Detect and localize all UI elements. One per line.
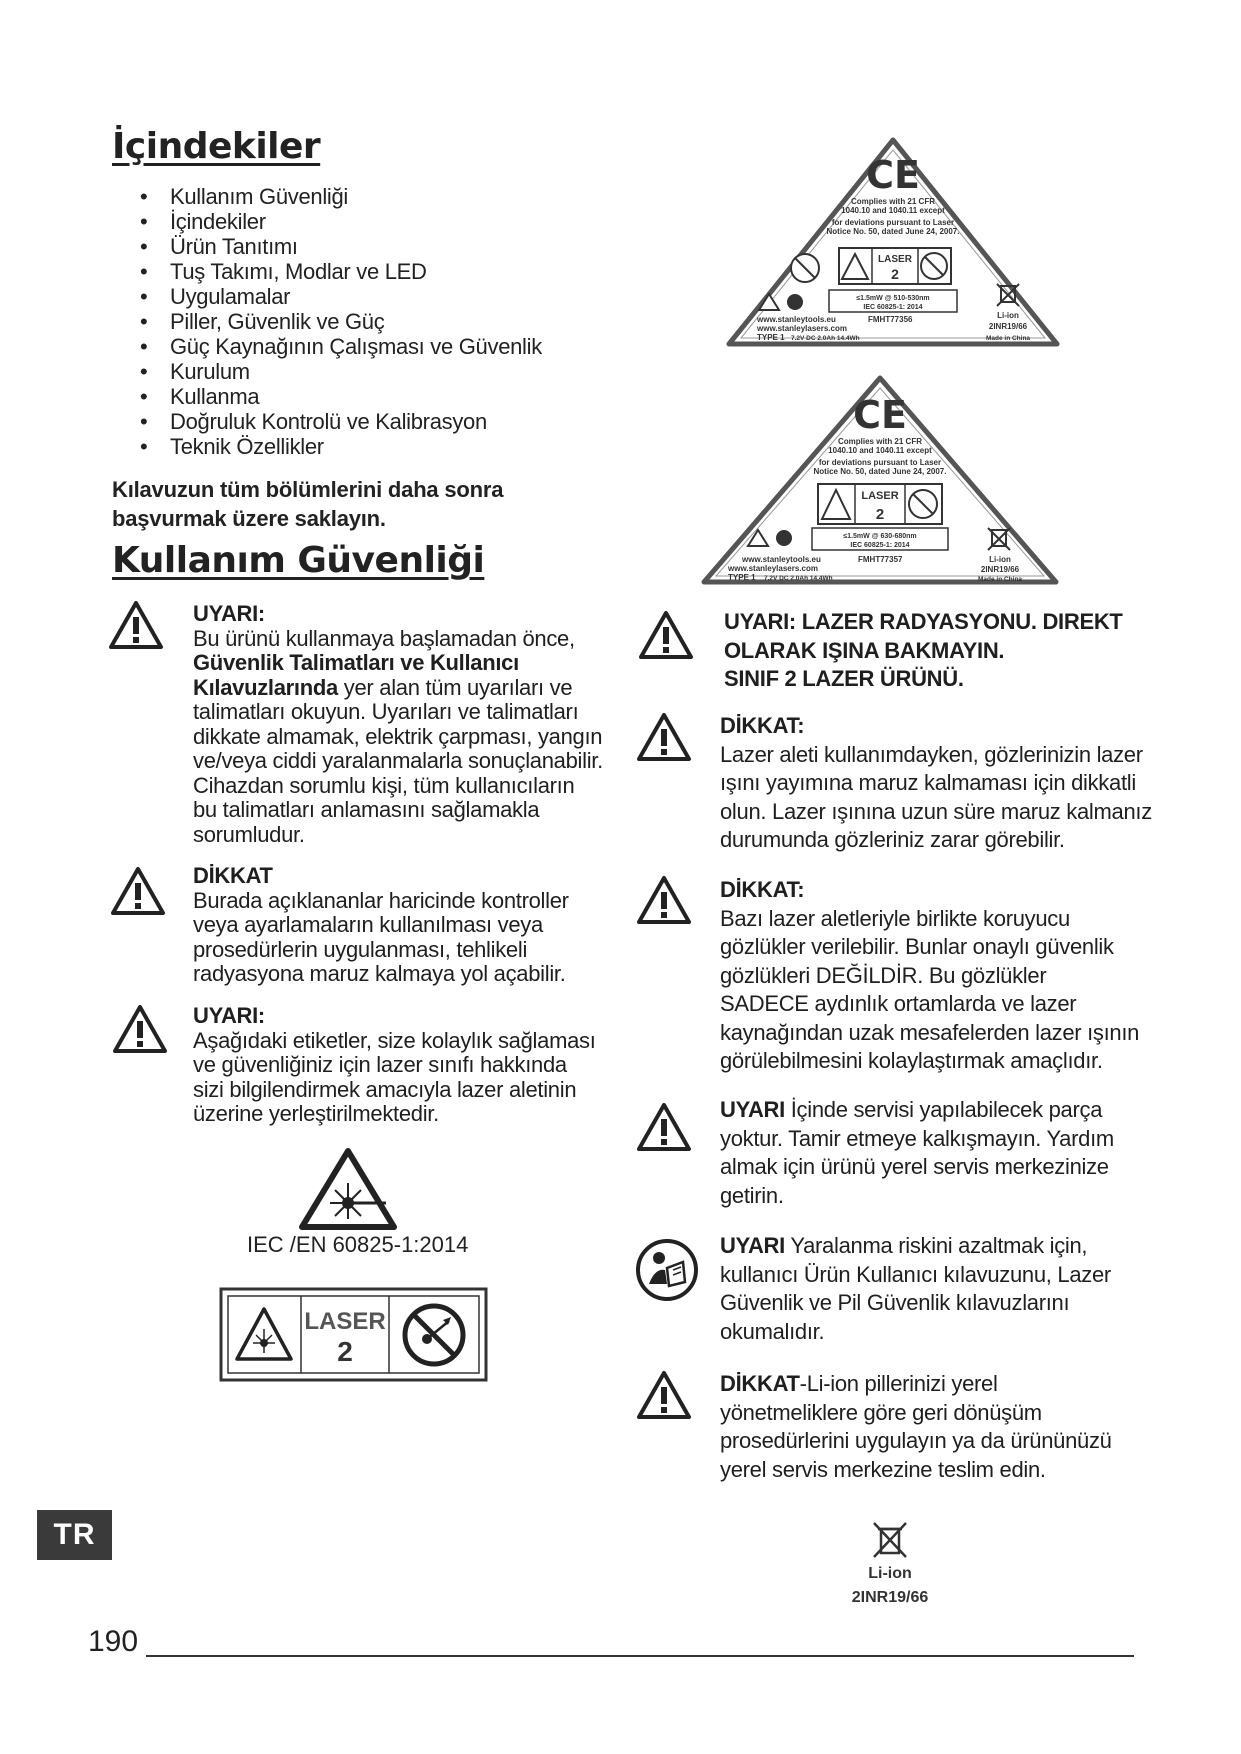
caution-block-2 (720, 712, 1152, 855)
label-line: 1040.10 and 1040.11 except (841, 206, 945, 215)
warning-line: almak için ürünü yerel servis merkezinize (720, 1154, 1109, 1179)
label-type: TYPE 1 (757, 333, 785, 342)
toc-item[interactable]: • Teknik Özellikler (112, 434, 542, 459)
label-line: for deviations pursuant to Laser (831, 218, 955, 227)
caution-line: görülebilmesini kolaylaştırmak amaçlıdır. (720, 1048, 1103, 1073)
warning-line: yoktur. Tamir etmeye kalkışmayın. Yardım (720, 1125, 1114, 1151)
warning-line: Cihazdan sorumlu kişi, tüm kullanıcıların (193, 772, 575, 798)
label-power: 7.2V DC 2.0Ah 14.4Wh (764, 575, 833, 582)
label-origin: Made in China (985, 335, 1031, 342)
warning-triangle-icon (636, 1102, 692, 1152)
warning-block-1 (193, 602, 603, 847)
language-tab: TR (37, 1510, 112, 1560)
laser-spec: IEC 60825-1: 2014 (850, 542, 910, 549)
safety-title: Kullanım Güvenliği (112, 540, 485, 581)
warning-line: talimatları okuyun. Uyarıları ve talimatları (193, 699, 579, 724)
warning-line: Güvenlik ve Pil Güvenlik kılavuzlarını (720, 1290, 1070, 1315)
keep-manual-note (112, 475, 503, 533)
label-origin: Made in China (977, 576, 1023, 583)
label-line: Notice No. 50, dated June 24, 2007. (826, 227, 960, 236)
label-website: www.stanleylasers.com (728, 564, 818, 573)
label-website: www.stanleylasers.com (757, 324, 847, 333)
do-not-stare-icon (921, 253, 947, 279)
laser-class-number: 2 (337, 1336, 353, 1367)
laser-spec: IEC 60825-1: 2014 (863, 304, 923, 311)
battery-type: Li-ion (868, 1565, 912, 1582)
laser-class-number: 2 (891, 266, 899, 282)
caution-line: yönetmeliklere göre geri dönüşüm (720, 1399, 1042, 1425)
read-manual-icon (787, 294, 803, 310)
read-manual-icon (776, 530, 792, 546)
warning-block-2 (193, 1004, 596, 1127)
warning-line-bold: SINIF 2 LAZER ÜRÜNÜ. (724, 666, 964, 691)
warning-line-bold: OLARAK IŞINA BAKMAYIN. (724, 637, 1005, 663)
caution-title: DİKKAT (720, 1371, 800, 1396)
warning-triangle-icon (636, 712, 692, 762)
toc-list (112, 184, 542, 459)
warning-line: Aşağıdaki etiketler, size kolaylık sağlaması (193, 1027, 596, 1053)
caution-title: DİKKAT: (720, 877, 805, 902)
label-battery-code: 2INR19/66 (980, 565, 1020, 574)
warning-line: ve güvenliğiniz için lazer sınıfı hakkında (193, 1052, 567, 1077)
warning-line-bold: Güvenlik Talimatları ve Kullanıcı (193, 650, 519, 675)
product-label-fmht77356 (725, 136, 1061, 356)
warning-line: getirin. (720, 1182, 784, 1208)
label-line: Complies with 21 CFR (837, 437, 923, 446)
toc-item[interactable]: • Tuş Takımı, Modlar ve LED (112, 259, 542, 284)
warning-line: bu talimatları anlamasını sağlamakla (193, 797, 540, 822)
laser-spec: ≤1.5mW @ 630-680nm (843, 533, 917, 540)
toc-item[interactable]: • Kurulum (112, 359, 542, 384)
do-not-stare-icon (405, 1306, 463, 1364)
label-website: www.stanleytools.eu (757, 315, 836, 324)
toc-item[interactable]: • İçindekiler (112, 209, 542, 234)
caution-block-3 (720, 876, 1139, 1076)
toc-item[interactable]: • Kullanma (112, 384, 542, 409)
caution-title: DİKKAT: (720, 713, 805, 738)
warning-triangle-icon (638, 610, 694, 660)
warning-triangle-icon (110, 866, 166, 916)
label-line: Complies with 21 CFR (850, 197, 936, 206)
warning-line: sizi bilgilendirmek amacıyla lazer aletinin (193, 1076, 577, 1102)
caution-line: SADECE aydınlık ortamlarda ve lazer (720, 991, 1077, 1016)
label-website: www.stanleytools.eu (742, 555, 821, 564)
product-label-fmht77357 (700, 374, 1060, 594)
toc-title: İçindekiler (112, 126, 321, 167)
no-service-warning (720, 1096, 1114, 1210)
battery-disposal-mark (820, 1520, 960, 1607)
label-model: FMHT77356 (868, 315, 913, 324)
warning-triangle-icon (112, 1004, 168, 1054)
laser-word: LASER (304, 1308, 386, 1335)
laser-class-panel (219, 1287, 488, 1382)
laser-class-number: 2 (875, 506, 885, 523)
laser-radiation-warning (724, 608, 1123, 694)
caution-line: prosedürlerin uygulanması, tehlikeli (193, 936, 528, 962)
do-not-stare-icon (909, 490, 937, 518)
caution-line: durumunda gözleriniz zarar görebilir. (720, 827, 1065, 852)
ce-mark: CE (866, 153, 920, 197)
footer-rule (146, 1655, 1134, 1657)
laser-word: LASER (861, 490, 899, 502)
warning-line: İçinde servisi yapılabilecek parça (784, 1097, 1103, 1122)
warning-line: dikkate almamak, elektrik çarpması, yangın (193, 723, 603, 749)
label-power: 7.2V DC 2.0Ah 14.4Wh (791, 335, 860, 342)
warning-line: üzerine yerleştirilmektedir. (193, 1101, 439, 1126)
caution-line: Bazı lazer aletleriyle birlikte koruyucu (720, 905, 1070, 931)
caution-line: gözlükler verilebilir. Bunlar onaylı güvenlik (720, 934, 1114, 959)
ce-mark: CE (853, 393, 907, 437)
warning-title: UYARI (720, 1097, 785, 1122)
warning-title: UYARI: (193, 1003, 265, 1028)
label-battery-type: Li-ion (989, 555, 1011, 564)
warning-title: UYARI: (193, 601, 265, 626)
warning-title: UYARI (720, 1233, 785, 1258)
toc-item[interactable]: • Uygulamalar (112, 284, 542, 309)
label-type: TYPE 1 (728, 573, 756, 582)
battery-recycling-caution (720, 1370, 1112, 1484)
caution-line: Burada açıklananlar haricinde kontroller (193, 887, 569, 913)
laser-hazard-icon (298, 1147, 398, 1231)
caution-line: -Li-ion pillerinizi yerel (799, 1371, 998, 1396)
warning-line: Yaralanma riskini azaltmak için, (784, 1233, 1088, 1258)
laser-spec: ≤1.5mW @ 510-530nm (856, 295, 930, 302)
caution-line: veya ayarlamaların kullanılması veya (193, 912, 543, 937)
warning-line: ve/veya ciddi yaralanmalarla sonuçlanabilir. (193, 748, 603, 773)
warning-line: sorumludur. (193, 821, 305, 847)
iec-standard-caption: IEC /EN 60825-1:2014 (247, 1232, 469, 1257)
keep-note-line: başvurmak üzere saklayın. (112, 506, 386, 531)
crossed-bin-icon (868, 1520, 912, 1560)
caution-line: Lazer aleti kullanımdayken, gözlerinizin lazer (720, 741, 1143, 767)
warning-line: yer alan tüm uyarıları ve (337, 674, 573, 700)
warning-line: okumalıdır. (720, 1318, 825, 1344)
caution-line: kaynağından uzak mesafelerden lazer ışının (720, 1019, 1140, 1045)
toc-item[interactable]: • Piller, Güvenlik ve Güç (112, 309, 542, 334)
warning-line-bold: Kılavuzlarında (193, 674, 338, 700)
caution-line: gözlükleri DEĞİLDİR. Bu gözlükler (720, 962, 1047, 988)
keep-note-line: Kılavuzun tüm bölümlerini daha sonra (112, 477, 504, 502)
warning-line-bold: UYARI: LAZER RADYASYONU. DIREKT (724, 609, 1123, 634)
label-line: Notice No. 50, dated June 24, 2007. (813, 467, 947, 476)
label-battery-type: Li-ion (997, 311, 1019, 320)
read-manual-warning (720, 1232, 1111, 1346)
warning-line: Bu ürünü kullanmaya başlamadan önce, (193, 625, 575, 651)
warning-line: kullanıcı Ürün Kullanıcı kılavuzunu, Lazer (720, 1261, 1111, 1287)
caution-line: ışını yayımına maruz kalmaması için dikkatli (720, 770, 1136, 795)
caution-line: radyasyona maruz kalmaya yol açabilir. (193, 961, 566, 986)
battery-code: 2INR19/66 (851, 1589, 929, 1606)
label-line: for deviations pursuant to Laser (818, 458, 942, 467)
label-model: FMHT77357 (858, 555, 903, 564)
toc-item[interactable]: • Doğruluk Kontrolü ve Kalibrasyon (112, 409, 542, 434)
warning-triangle-icon (108, 600, 164, 650)
read-manual-icon (635, 1238, 699, 1302)
warning-triangle-icon (636, 1370, 692, 1420)
caution-line: olun. Lazer ışınına uzun süre maruz kalmanız (720, 798, 1152, 824)
label-battery-code: 2INR19/66 (988, 322, 1028, 331)
label-line: 1040.10 and 1040.11 except (828, 446, 932, 455)
caution-line: yerel servis merkezine teslim edin. (720, 1456, 1046, 1482)
warning-triangle-icon (636, 875, 692, 925)
toc-item[interactable]: • Güç Kaynağının Çalışması ve Güvenlik (112, 334, 542, 359)
laser-word: LASER (878, 254, 912, 265)
page-number: 190 (88, 1625, 139, 1658)
caution-line: prosedürlerini uygulayın ya da ürününüzü (720, 1428, 1112, 1453)
toc-item[interactable]: • Ürün Tanıtımı (112, 234, 542, 259)
caution-block-1 (193, 864, 569, 987)
no-battery-disposal-icon (791, 254, 819, 282)
toc-item[interactable]: • Kullanım Güvenliği (112, 184, 542, 209)
caution-title: DİKKAT (193, 863, 273, 888)
